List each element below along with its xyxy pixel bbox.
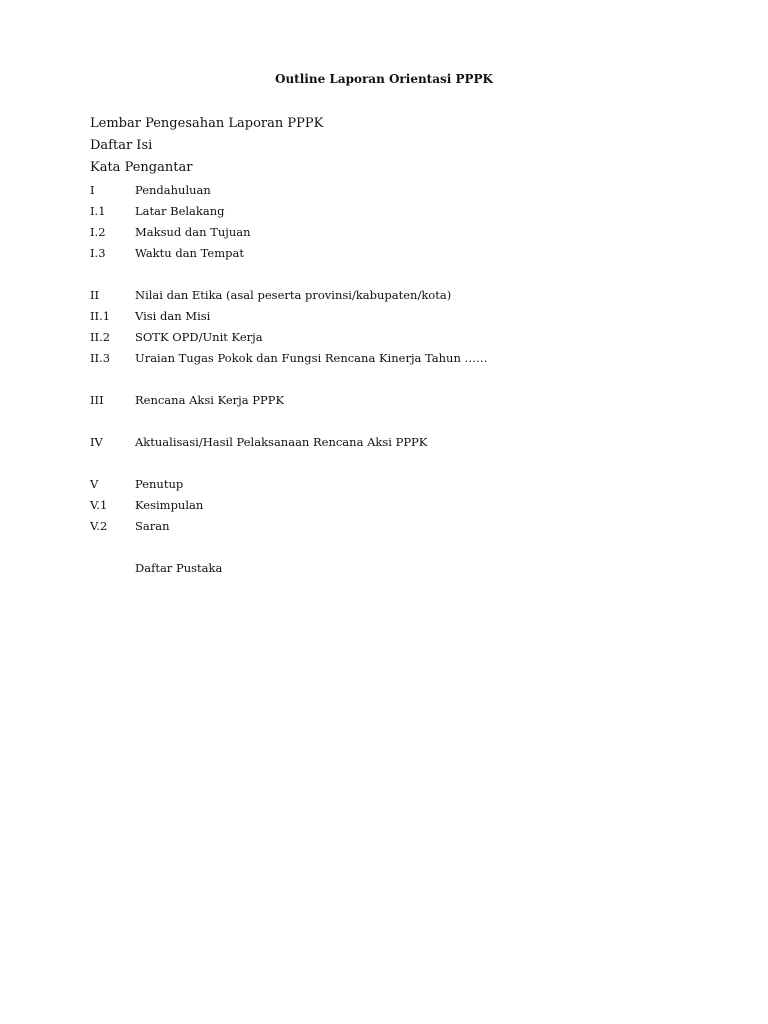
- outline-number: II.3: [90, 351, 111, 365]
- outline-number: I: [90, 183, 95, 197]
- outline-number: II.1: [90, 309, 111, 323]
- outline-number: V.1: [90, 498, 108, 512]
- document-title: Outline Laporan Orientasi PPPK: [275, 72, 493, 86]
- front-matter-table-of-contents: Daftar Isi: [90, 138, 153, 153]
- outline-number: I.1: [90, 204, 106, 218]
- outline-label: Uraian Tugas Pokok dan Fungsi Rencana Kinerja Tahun ……: [135, 351, 488, 365]
- outline-label: Aktualisasi/Hasil Pelaksanaan Rencana Aksi PPPK: [135, 435, 428, 449]
- outline-label: Saran: [135, 519, 170, 533]
- outline-label: Latar Belakang: [135, 204, 225, 218]
- front-matter-approval-sheet: Lembar Pengesahan Laporan PPPK: [90, 116, 324, 131]
- outline-number: V: [90, 477, 99, 491]
- outline-number: IV: [90, 435, 103, 449]
- outline-number: V.2: [90, 519, 108, 533]
- outline-number: II: [90, 288, 100, 302]
- outline-label: Kesimpulan: [135, 498, 204, 512]
- front-matter-preface: Kata Pengantar: [90, 160, 193, 175]
- outline-label: Penutup: [135, 477, 184, 491]
- outline-label: Daftar Pustaka: [135, 561, 223, 575]
- outline-number: I.2: [90, 225, 106, 239]
- outline-label: Maksud dan Tujuan: [135, 225, 251, 239]
- outline-number: II.2: [90, 330, 111, 344]
- outline-label: Waktu dan Tempat: [135, 246, 244, 260]
- outline-number: III: [90, 393, 104, 407]
- outline-number: I.3: [90, 246, 106, 260]
- outline-label: Pendahuluan: [135, 183, 211, 197]
- outline-label: Visi dan Misi: [135, 309, 211, 323]
- outline-label: Rencana Aksi Kerja PPPK: [135, 393, 285, 407]
- outline-label: Nilai dan Etika (asal peserta provinsi/kabupaten/kota): [135, 288, 452, 302]
- outline-label: SOTK OPD/Unit Kerja: [135, 330, 263, 344]
